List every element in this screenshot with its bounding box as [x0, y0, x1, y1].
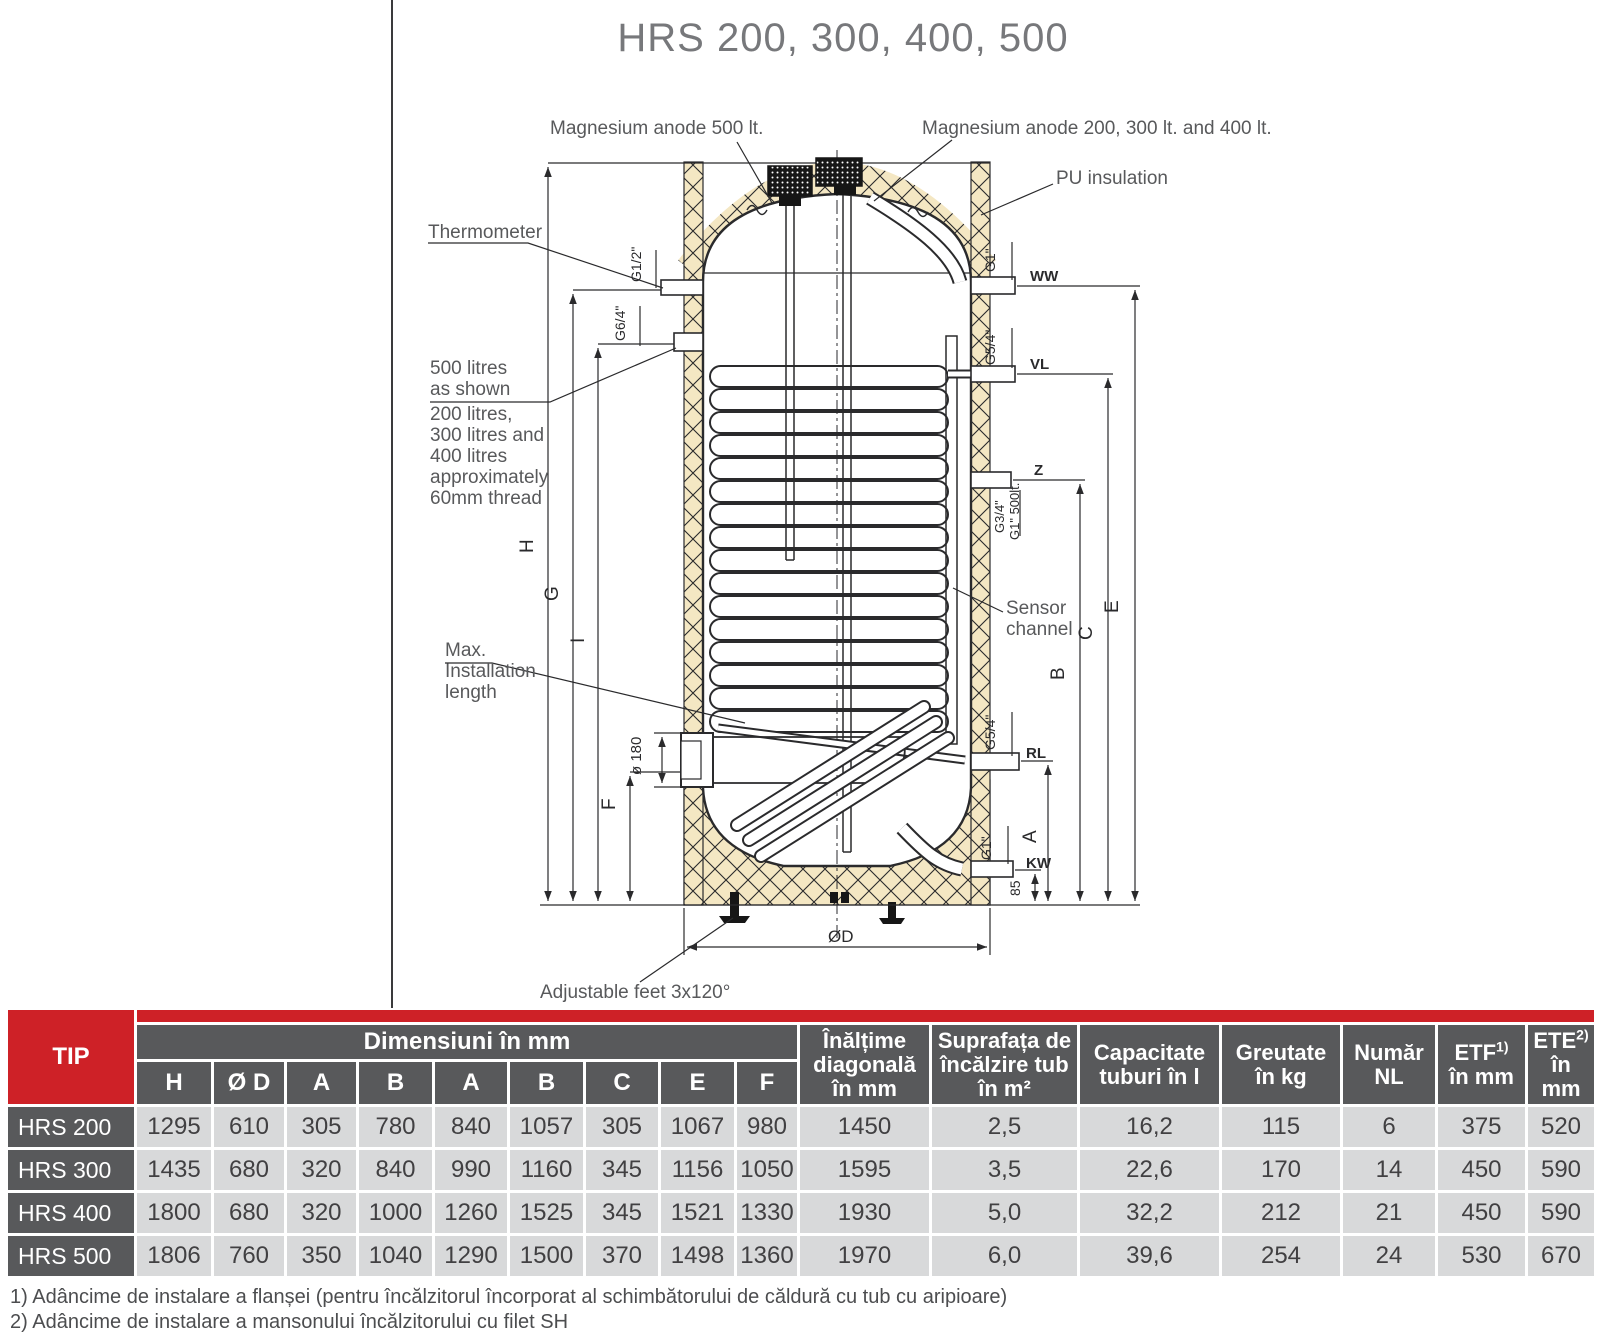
anode-500-label: Magnesium anode 500 lt. — [550, 118, 764, 139]
cell: 590 — [1528, 1193, 1594, 1233]
cell: 5,0 — [932, 1193, 1077, 1233]
fitting-g54-vl-label: G5/4" — [982, 329, 998, 365]
fitting-g64-left-label: G6/4" — [612, 305, 628, 341]
dim-g-label: G — [542, 586, 563, 601]
cell: 1156 — [661, 1150, 734, 1190]
col-header-f: F — [737, 1062, 797, 1104]
cell: 1525 — [510, 1193, 583, 1233]
cell: 1360 — [737, 1236, 797, 1276]
cell: 212 — [1222, 1193, 1340, 1233]
cell: 1435 — [137, 1150, 211, 1190]
dim-a-label: A — [1020, 830, 1041, 843]
dim-i-label: I — [568, 637, 589, 643]
fitting-g54-rl-label: G5/4" — [982, 714, 998, 750]
adjustable-feet-label: Adjustable feet 3x120° — [540, 982, 731, 1003]
cell: 840 — [435, 1107, 507, 1147]
cell: 520 — [1528, 1107, 1594, 1147]
cell: 1330 — [737, 1193, 797, 1233]
cell: 2,5 — [932, 1107, 1077, 1147]
port-ww-label: WW — [1030, 268, 1059, 285]
row-label-hrs300: HRS 300 — [8, 1150, 134, 1190]
cell: 1806 — [137, 1236, 211, 1276]
fitting-g34-z-label: G3/4" — [992, 500, 1007, 533]
page-title: HRS 200, 300, 400, 500 — [617, 16, 1069, 60]
cell: 1050 — [737, 1150, 797, 1190]
cell: 1057 — [510, 1107, 583, 1147]
dim-b-label: B — [1048, 667, 1069, 680]
cell: 980 — [737, 1107, 797, 1147]
cell: 780 — [359, 1107, 432, 1147]
col-header-greutate: Greutate în kg — [1222, 1025, 1340, 1104]
cell: 254 — [1222, 1236, 1340, 1276]
fitting-g1-kw-label: G1" — [978, 836, 994, 860]
col-header-capacitate: Capacitate tuburi în l — [1080, 1025, 1219, 1104]
cell: 32,2 — [1080, 1193, 1219, 1233]
cell: 115 — [1222, 1107, 1340, 1147]
cell: 1521 — [661, 1193, 734, 1233]
col-header-c: C — [586, 1062, 658, 1104]
cell: 39,6 — [1080, 1236, 1219, 1276]
cell: 1498 — [661, 1236, 734, 1276]
cell: 1930 — [800, 1193, 929, 1233]
cell: 610 — [214, 1107, 284, 1147]
fitting-g1-500lt-z-label: G1" 500lt. — [1007, 482, 1022, 540]
col-header-h: H — [137, 1062, 211, 1104]
dim-c-label: C — [1076, 626, 1097, 640]
thermometer-label: Thermometer — [428, 222, 543, 243]
cell: 1067 — [661, 1107, 734, 1147]
cell: 22,6 — [1080, 1150, 1219, 1190]
table-red-strip — [137, 1010, 1594, 1022]
col-header-etf: ETF$^{1)}$ în mm — [1438, 1025, 1525, 1104]
port-z-label: Z — [1034, 462, 1044, 479]
row-label-hrs200: HRS 200 — [8, 1107, 134, 1147]
col-header-numar: Număr NL — [1343, 1025, 1435, 1104]
cell: 350 — [287, 1236, 356, 1276]
cell: 14 — [1343, 1150, 1435, 1190]
pu-insulation-label: PU insulation — [1056, 168, 1168, 189]
diameter-d-label: ØD — [828, 927, 854, 946]
col-header-od: Ø D — [214, 1062, 284, 1104]
cell: 3,5 — [932, 1150, 1077, 1190]
col-header-ete: ETE$^{2)}$ în mm — [1528, 1025, 1594, 1104]
cell: 990 — [435, 1150, 507, 1190]
fitting-g1-ww-label: G1" — [982, 248, 998, 272]
port-rl-label: RL — [1026, 745, 1046, 762]
cell: 320 — [287, 1193, 356, 1233]
cell: 590 — [1528, 1150, 1594, 1190]
cell: 305 — [287, 1107, 356, 1147]
cell: 1000 — [359, 1193, 432, 1233]
col-header-e: E — [661, 1062, 734, 1104]
row-label-hrs500: HRS 500 — [8, 1236, 134, 1276]
cell: 680 — [214, 1193, 284, 1233]
cell: 345 — [586, 1150, 658, 1190]
spec-table — [8, 1010, 1597, 1276]
cell: 760 — [214, 1236, 284, 1276]
footnote-1: 1) Adâncime de instalare a flanșei (pentru încălzitorul încorporat al schimbătorului de căldură cu tub cu aripioare) — [10, 1286, 1008, 1308]
dim-85-label: 85 — [1007, 880, 1023, 896]
cell: 24 — [1343, 1236, 1435, 1276]
port-kw-label: KW — [1026, 855, 1051, 872]
dim-h-label: H — [517, 539, 538, 553]
cell: 840 — [359, 1150, 432, 1190]
cell: 21 — [1343, 1193, 1435, 1233]
dim-f-label: F — [599, 798, 620, 810]
cell: 6 — [1343, 1107, 1435, 1147]
cell: 450 — [1438, 1150, 1525, 1190]
cell: 305 — [586, 1107, 658, 1147]
cell: 1595 — [800, 1150, 929, 1190]
table-header-tip: TIP — [8, 1010, 134, 1104]
cell: 1040 — [359, 1236, 432, 1276]
col-header-b1: B — [359, 1062, 432, 1104]
cell: 680 — [214, 1150, 284, 1190]
dim-e-label: E — [1102, 600, 1123, 613]
col-header-inaltime: Înălțime diagonală în mm — [800, 1025, 929, 1104]
table-header-dimensions: Dimensiuni în mm — [137, 1025, 797, 1059]
footnote-2: 2) Adâncime de instalare a mansonului încălzitorului cu filet SH — [10, 1311, 569, 1333]
cell: 170 — [1222, 1150, 1340, 1190]
cell: 1800 — [137, 1193, 211, 1233]
cell: 450 — [1438, 1193, 1525, 1233]
cell: 375 — [1438, 1107, 1525, 1147]
cell: 530 — [1438, 1236, 1525, 1276]
col-header-b2: B — [510, 1062, 583, 1104]
row-label-hrs400: HRS 400 — [8, 1193, 134, 1233]
cell: 1450 — [800, 1107, 929, 1147]
col-header-a2: A — [435, 1062, 507, 1104]
col-header-a1: A — [287, 1062, 356, 1104]
cell: 16,2 — [1080, 1107, 1219, 1147]
cell: 320 — [287, 1150, 356, 1190]
col-header-suprafata: Suprafața de încălzire tub în m² — [932, 1025, 1077, 1104]
dim-180-label: ø 180 — [628, 736, 645, 775]
litres-200-300-400-label: 200 litres, 300 litres and 400 litres approximately 60mm thread — [430, 404, 549, 509]
cell: 6,0 — [932, 1236, 1077, 1276]
cell: 1500 — [510, 1236, 583, 1276]
cell: 370 — [586, 1236, 658, 1276]
cell: 345 — [586, 1193, 658, 1233]
litres-500-label: 500 litres as shown — [430, 358, 511, 400]
cell: 1160 — [510, 1150, 583, 1190]
max-installation-length-label: Max. Installation length — [445, 640, 536, 703]
sensor-channel-label: Sensor channel — [1006, 598, 1073, 640]
anode-200-300-400-label: Magnesium anode 200, 300 lt. and 400 lt. — [922, 118, 1272, 139]
cell: 1970 — [800, 1236, 929, 1276]
cell: 1290 — [435, 1236, 507, 1276]
fitting-g12-thermometer-label: G1/2" — [628, 246, 644, 282]
port-vl-label: VL — [1030, 356, 1050, 373]
cell: 670 — [1528, 1236, 1594, 1276]
cell: 1260 — [435, 1193, 507, 1233]
cell: 1295 — [137, 1107, 211, 1147]
